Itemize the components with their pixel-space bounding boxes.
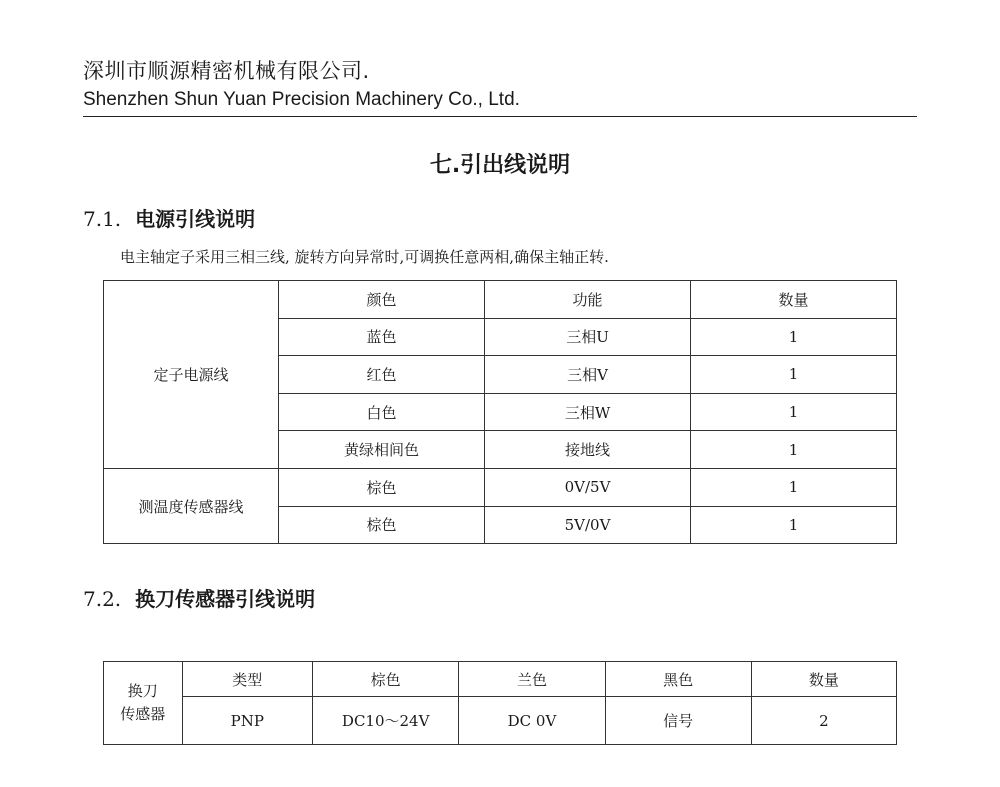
header-function: 功能: [484, 281, 690, 319]
sensor-label-line1: 换刀: [127, 682, 158, 700]
header-quantity: 数量: [691, 281, 897, 319]
header-color: 颜色: [279, 281, 485, 319]
header-blue: 兰色: [459, 662, 605, 697]
sensor-label: [104, 662, 183, 745]
table-header-row: [104, 281, 897, 319]
cell-quantity: 1: [691, 431, 897, 469]
section-title-text: 电源引线说明: [135, 207, 256, 231]
section-title-text: 换刀传感器引线说明: [135, 587, 316, 611]
section-number: 7.1.: [83, 207, 122, 231]
cell-quantity: 1: [691, 393, 897, 431]
cell-color: 蓝色: [279, 318, 485, 356]
cell-color: 棕色: [279, 468, 485, 506]
company-name-en: Shenzhen Shun Yuan Precision Machinery Co., Ltd.: [83, 89, 520, 110]
cell-quantity: 1: [691, 318, 897, 356]
cell-color: 白色: [279, 393, 485, 431]
cell-function: 三相V: [484, 356, 690, 394]
cell-quantity: 1: [691, 356, 897, 394]
cell-function: 5V/0V: [484, 506, 690, 544]
tool-sensor-table: [103, 661, 897, 745]
header-brown: 棕色: [313, 662, 459, 697]
cell-quantity: 1: [691, 506, 897, 544]
cell-quantity: 1: [691, 468, 897, 506]
cell-black: 信号: [605, 697, 751, 745]
company-name-cn: 深圳市顺源精密机械有限公司.: [83, 59, 370, 83]
cell-blue: DC 0V: [459, 697, 605, 745]
cell-function: 三相W: [484, 393, 690, 431]
chapter-title: 七.引出线说明: [429, 153, 571, 178]
header-quantity: 数量: [751, 662, 896, 697]
group-label-stator: 定子电源线: [104, 281, 279, 469]
table-header-row: [104, 662, 897, 697]
section-heading-power: [83, 206, 255, 232]
cell-function: 接地线: [484, 431, 690, 469]
table-row: [104, 468, 897, 506]
section-number: 7.2.: [83, 587, 122, 611]
header-type: 类型: [182, 662, 312, 697]
header-black: 黑色: [605, 662, 751, 697]
sensor-label-line2: 传感器: [120, 705, 166, 723]
cell-quantity: 2: [751, 697, 896, 745]
group-label-temp-sensor: 测温度传感器线: [104, 468, 279, 543]
table-row: [104, 697, 897, 745]
cell-color: 黄绿相间色: [279, 431, 485, 469]
cell-color: 红色: [279, 356, 485, 394]
section-heading-tool-sensor: [83, 586, 315, 612]
cell-function: 三相U: [484, 318, 690, 356]
power-lead-table: [103, 280, 897, 544]
power-description: 电主轴定子采用三相三线, 旋转方向异常时,可调换任意两相,确保主轴正转.: [120, 248, 609, 266]
cell-color: 棕色: [279, 506, 485, 544]
cell-type: PNP: [182, 697, 312, 745]
header-divider: [83, 116, 917, 117]
cell-brown: DC10～24V: [313, 697, 459, 745]
cell-function: 0V/5V: [484, 468, 690, 506]
